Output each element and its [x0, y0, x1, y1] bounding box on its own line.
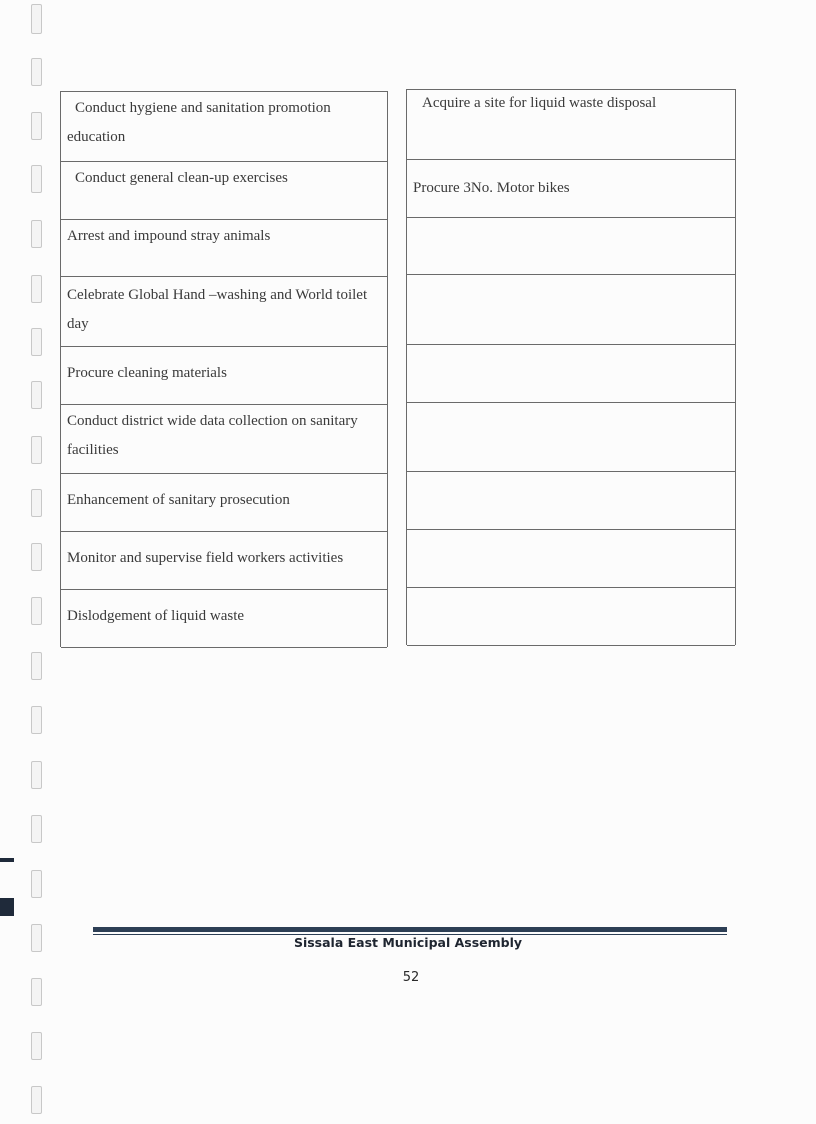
table-row [61, 405, 387, 474]
table-cell: Procure 3No. Motor bikes [413, 180, 570, 196]
footer-title: Sissala East Municipal Assembly [293, 935, 523, 950]
table-row [407, 588, 735, 646]
table-row [61, 277, 387, 347]
page-number: 52 [402, 970, 420, 985]
table-row [407, 90, 735, 160]
table-cell: Enhancement of sanitary prosecution [67, 492, 290, 508]
table-cell: Arrest and impound stray animals [67, 228, 271, 244]
table-cell: Celebrate Global Hand –washing and World toilet day [67, 287, 368, 332]
table-row [407, 403, 735, 472]
binding-hole [31, 761, 42, 789]
binding-hole [31, 220, 42, 248]
binding-hole [31, 112, 42, 140]
table-row [61, 532, 387, 590]
table-row [407, 218, 735, 275]
binding-hole [31, 489, 42, 517]
activities-table-left [60, 91, 388, 647]
binding-hole [31, 815, 42, 843]
scan-edge-mark [0, 858, 14, 862]
binding-hole [31, 1086, 42, 1114]
binding-hole [31, 870, 42, 898]
table-row [61, 220, 387, 277]
binding-hole [31, 328, 42, 356]
table-row [407, 530, 735, 588]
binding-hole [31, 4, 42, 34]
table-row [61, 92, 387, 162]
table-row [407, 160, 735, 218]
binding-hole [31, 597, 42, 625]
table-row [407, 275, 735, 345]
table-cell: Dislodgement of liquid waste [67, 608, 245, 624]
binding-hole [31, 58, 42, 86]
table-row [61, 590, 387, 648]
table-cell: Acquire a site for liquid waste disposal [422, 95, 657, 111]
binding-hole [31, 275, 42, 303]
table-row [61, 474, 387, 532]
table-cell: Conduct hygiene and sanitation promotion education [67, 100, 331, 145]
table-cell: Conduct district wide data collection on sanitary facilities [67, 413, 358, 458]
footer-rule [93, 927, 727, 932]
scan-edge-mark [0, 898, 14, 916]
table-row [61, 347, 387, 405]
binding-hole [31, 381, 42, 409]
table-cell: Monitor and supervise field workers activities [67, 550, 344, 566]
binding-hole [31, 165, 42, 193]
table-row [407, 472, 735, 530]
binding-hole [31, 436, 42, 464]
table-cell: Procure cleaning materials [67, 365, 227, 381]
activities-table-right [406, 89, 736, 645]
binding-hole [31, 543, 42, 571]
binding-hole [31, 706, 42, 734]
binding-hole [31, 652, 42, 680]
table-cell: Conduct general clean-up exercises [75, 170, 288, 186]
table-row [407, 345, 735, 403]
table-row [61, 162, 387, 220]
binding-hole [31, 1032, 42, 1060]
